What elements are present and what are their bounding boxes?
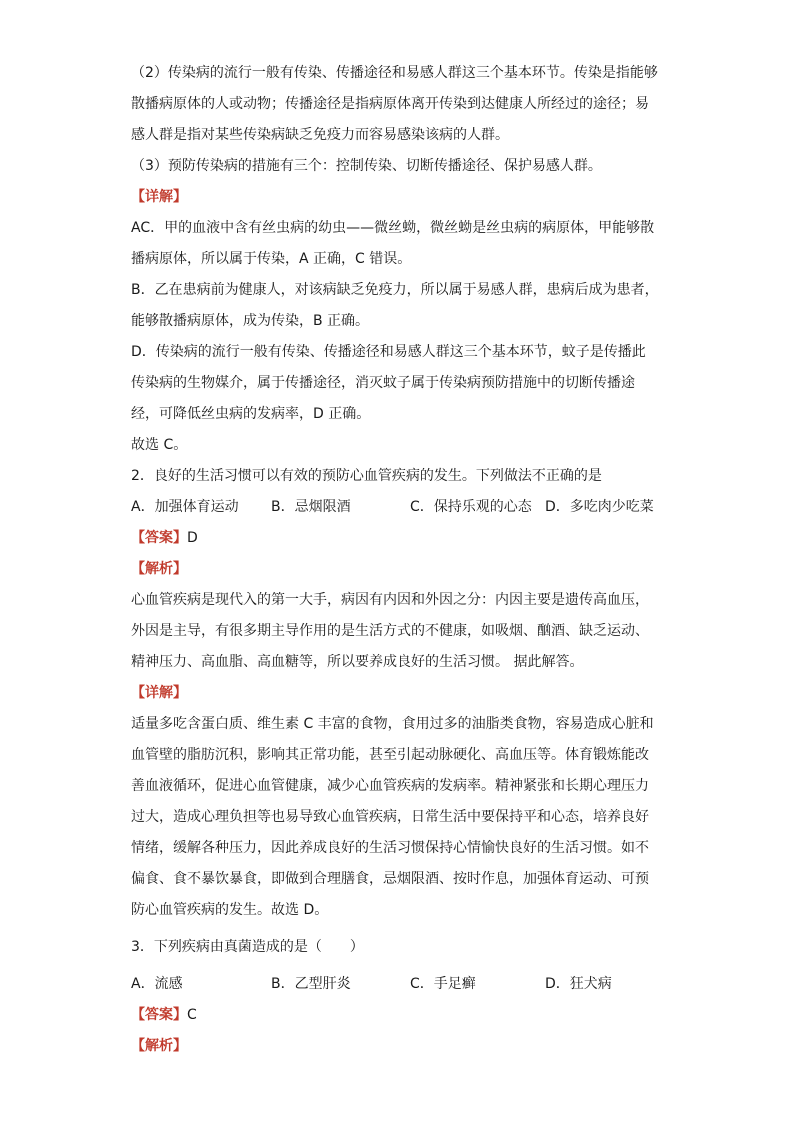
paragraph-line: D．传染病的流行一般有传染、传播途径和易感人群这三个基本环节，蚊子是传播此	[131, 344, 646, 360]
option-b: B．乙型肝炎	[271, 976, 351, 992]
paragraph-line: （2）传染病的流行一般有传染、传播途径和易感人群这三个基本环节。传染是指能够	[131, 65, 658, 81]
option-c: C．保持乐观的心态	[410, 499, 532, 515]
option-a: A．加强体育运动	[131, 499, 239, 515]
option-d: D．多吃肉少吃菜	[545, 499, 654, 515]
paragraph-line: 散播病原体的人或动物；传播途径是指病原体离开传染到达健康人所经过的途径；易	[131, 96, 649, 112]
question-stem: 3．下列疾病由真菌造成的是（ ）	[131, 939, 364, 955]
option-c: C．手足癣	[410, 976, 476, 992]
detail-heading: 【详解】	[131, 685, 187, 701]
paragraph-line: AC．甲的血液中含有丝虫病的幼虫——微丝蚴，微丝蚴是丝虫病的病原体，甲能够散	[131, 220, 655, 236]
answer-value: C	[187, 1007, 197, 1023]
question-stem: 2．良好的生活习惯可以有效的预防心血管疾病的发生。下列做法不正确的是	[131, 468, 602, 484]
paragraph-line: 外因是主导，有很多期主导作用的是生活方式的不健康，如吸烟、酗酒、缺乏运动、	[131, 623, 649, 639]
option-d: D．狂犬病	[545, 976, 612, 992]
paragraph-line: 血管壁的脂肪沉积，影响其正常功能，甚至引起动脉硬化、高血压等。体育锻炼能改	[131, 747, 649, 763]
paragraph-line: 播病原体，所以属于传染，A 正确，C 错误。	[131, 251, 412, 267]
option-b: B．忌烟限酒	[271, 499, 351, 515]
paragraph-line: 情绪，缓解各种压力，因此养成良好的生活习惯保持心情愉快良好的生活习惯。如不	[131, 840, 649, 856]
answer-line	[131, 523, 671, 554]
paragraph-line: 传染病的生物媒介，属于传播途径，消灭蚊子属于传染病预防措施中的切断传播途	[131, 375, 635, 391]
paragraph-line: 精神压力、高血脂、高血糖等，所以要养成良好的生活习惯。 据此解答。	[131, 654, 584, 670]
paragraph-line: 经，可降低丝虫病的发病率，D 正确。	[131, 406, 371, 422]
answer-heading: 【答案】	[131, 530, 187, 546]
detail-heading: 【详解】	[131, 189, 187, 205]
analysis-heading: 【解析】	[131, 1038, 187, 1054]
paragraph-line: 防心血管疾病的发生。故选 D。	[131, 902, 329, 918]
paragraph-line: 心血管疾病是现代入的第一大手，病因有内因和外因之分：内因主要是遗传高血压，	[131, 592, 649, 608]
option-a: A．流感	[131, 976, 183, 992]
paragraph-line: 能够散播病原体，成为传染，B 正确。	[131, 313, 370, 329]
paragraph-line: 故选 C。	[131, 437, 188, 453]
answer-value: D	[187, 530, 198, 546]
paragraph-line: 偏食、食不暴饮暴食，即做到合理膳食，忌烟限酒、按时作息，加强体育运动、可预	[131, 871, 649, 887]
answer-heading: 【答案】	[131, 1007, 187, 1023]
paragraph-line: 感人群是指对某些传染病缺乏免疫力而容易感染该病的人群。	[131, 127, 509, 143]
paragraph-line: B．乙在患病前为健康人，对该病缺乏免疫力，所以属于易感人群，患病后成为患者，	[131, 282, 659, 298]
document-page	[131, 58, 671, 1062]
analysis-heading: 【解析】	[131, 561, 187, 577]
paragraph-line: 善血液循环，促进心血管健康，减少心血管疾病的发病率。精神紧张和长期心理压力	[131, 778, 649, 794]
question-options	[131, 492, 671, 523]
question-options	[131, 969, 671, 1000]
paragraph-line: 适量多吃含蛋白质、维生素 C 丰富的食物，食用过多的油脂类食物，容易造成心脏和	[131, 716, 654, 732]
paragraph-line: 过大，造成心理负担等也易导致心血管疾病，日常生活中要保持平和心态，培养良好	[131, 809, 649, 825]
paragraph-line: （3）预防传染病的措施有三个：控制传染、切断传播途径、保护易感人群。	[131, 158, 602, 174]
answer-line	[131, 1000, 671, 1031]
